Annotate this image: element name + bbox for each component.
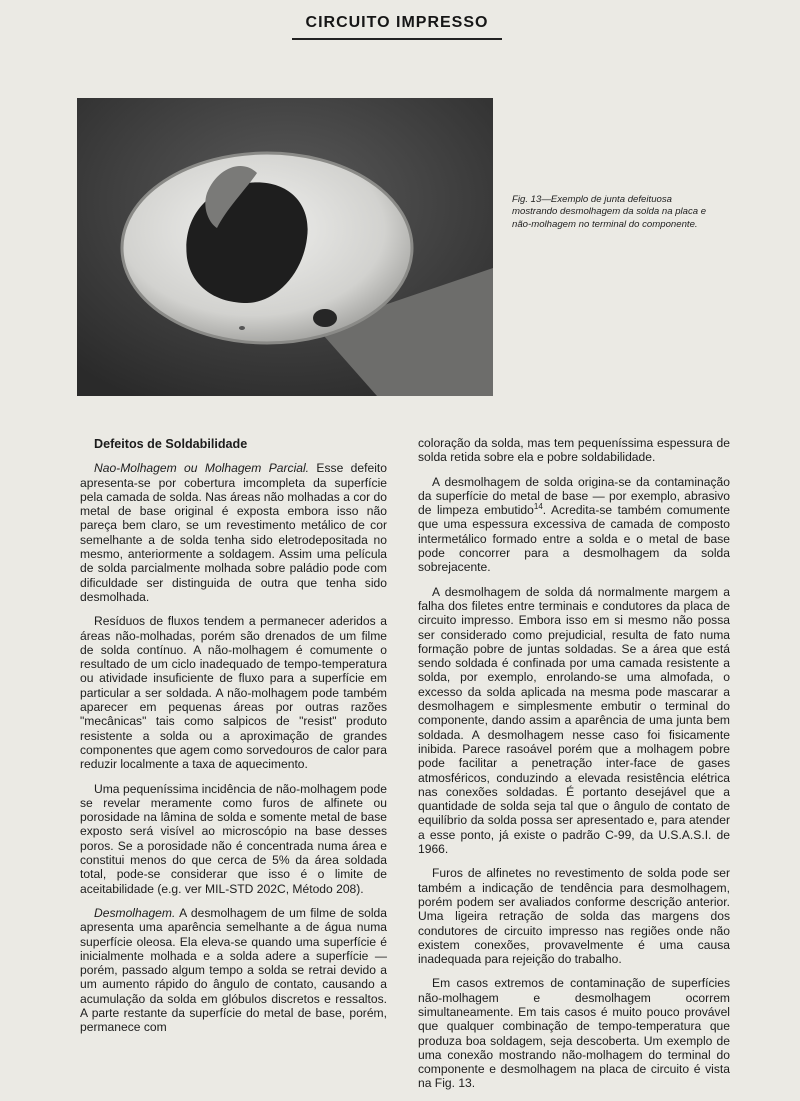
- paragraph-lead: Desmolhagem.: [94, 905, 176, 920]
- paragraph-body: A desmolhagem de um filme de solda apresenta uma aparência semelhante a de água numa superfície oleosa. Ela eleva-se quando uma superfície é inicialmente molhada e a solda adere a superfície — porém, passado algum tempo a solda se retrai devido a um aumento rápido do ângulo de contato, causando a acumulação da solda em glóbulos discretos e ressaltos. A parte restante da superfície do metal de base, porém, permanece com: [80, 905, 387, 1035]
- paragraph-lead: Nao-Molhagem ou Molhagem Parcial.: [94, 461, 310, 476]
- figure-photo: [77, 98, 493, 396]
- page-header-title: CIRCUITO IMPRESSO: [305, 14, 489, 31]
- paragraph: Furos de alfinetes no revestimento de solda pode ser também a indicação de tendência para desmolhagem, porém podem ser avaliados conforme descrição anterior. Uma ligeira retração de solda das margens dos condutores de circuito impresso nas regiões onde não existem conexões, provavelmente é uma causa inadequada para rejeição do trabalho.: [418, 866, 730, 967]
- right-column: [418, 436, 730, 1101]
- paragraph-body: Esse defeito apresenta-se por cobertura imcompleta da superfície pela camada de solda. Nas áreas não molhadas a cor do metal de base original é exposta embora isso não pareça bem claro, se um revestimento metálico de cor semelhante a de solda tenha sido eletrodepositada no mesmo, anteriormente a soldagem. Assim uma película de solda parcialmente molhada sobre paládio pode com dificuldade ser distinguida de outra que tenha sido desmolhada.: [80, 461, 387, 604]
- paragraph: Em casos extremos de contaminação de superfícies não-molhagem e desmolhagem ocorrem simultaneamente. Em tais casos é muito pouco provável que qualquer combinação de tempo-temperatura que produza boa soldagem, seja descoberta. Um exemplo de uma conexão mostrando não-molhagem do terminal do componente e desmolhagem na placa de circuito é vista na Fig. 13.: [418, 976, 730, 1091]
- footnote-ref: 14: [533, 502, 543, 512]
- solder-joint-photo: [77, 98, 493, 396]
- paragraph: [80, 906, 387, 1035]
- paragraph-body: A desmolhagem de solda origina-se da contaminação da superfície do metal de base — por exemplo, abrasivo de limpeza embutido: [418, 474, 730, 518]
- paragraph: [80, 461, 387, 604]
- header-rule: [292, 38, 502, 40]
- paragraph: Uma pequeníssima incidência de não-molhagem pode se revelar meramente como furos de alfinete ou porosidade na lâmina de solda e somente metal de base exposto será visível ao microscópio na base desses poros. Se a porosidade não é concentrada numa área e constitui menos do que cerca de 5% da área soldada total, pode-se considerar que isso é o limite de aceitabilidade (e.g. ver MIL-STD 202C, Método 208).: [80, 781, 387, 896]
- paragraph: [418, 475, 730, 575]
- paragraph-body: . Acredita-se também comumente que uma espessura excessiva de camada de composto intermetálico formado entre a solda e o metal de base pode concorrer para a desmolhagem da solda sobrejacente.: [418, 503, 730, 575]
- section-title: Defeitos de Soldabilidade: [94, 437, 248, 451]
- left-column: [80, 437, 387, 1045]
- paragraph: Resíduos de fluxos tendem a permanecer aderidos a áreas não-molhadas, porém são drenados de um filme de solda contínuo. A não-molhagem é comumente o resultado de um ciclo inadequado de tempo-temperatura ou atividade insuficiente de fluxo para a superfície em particular a ser soldada. A não-molhagem pode também aparecer em pequenas áreas por outras razões "mecânicas" tais como salpicos de "resist" produto resistente a solda ou a aproximação de grandes componentes que agem como sorvedouros de calor para reduzir localmente a taxa de aquecimento.: [80, 614, 387, 772]
- figure-caption: Fig. 13—Exemplo de junta defeituosa mostrando desmolhagem da solda na placa e não-molhagem no terminal do componente.: [512, 194, 707, 230]
- paragraph: A desmolhagem de solda dá normalmente margem a falha dos filetes entre terminais e condutores da placa de circuito impresso. Embora isso em si mesmo não possa ser considerado como prejudicial, resulta de fato numa formação pobre de juntas soldadas. Se a área que está sendo soldada é confinada por uma camada resistente a solda, por exemplo, enrolando-se uma almofada, o excesso da solda aplicada na mesma pode mascarar a desmolhagem e simplesmente embutir o terminal do componente, dando assim a aparência de uma junta bem soldada. A desmolhagem nesse caso foi fisicamente inibida. Parece rasoável porém que a molhagem pobre pode facilitar a penetração inter-face de gases atmosféricos, conduzindo a elevada resistência elétrica nas conexões soldadas. É portanto desejável que a quantidade de solda seja tal que o ângulo de contato de equilíbrio da solda possa ser apresentado e, para atender a esse ponto, já existe o padrão C-99, da U.S.A.S.I. de 1966.: [418, 584, 730, 857]
- paragraph: coloração da solda, mas tem pequeníssima espessura de solda retida sobre ela e pobre soldabilidade.: [418, 436, 730, 465]
